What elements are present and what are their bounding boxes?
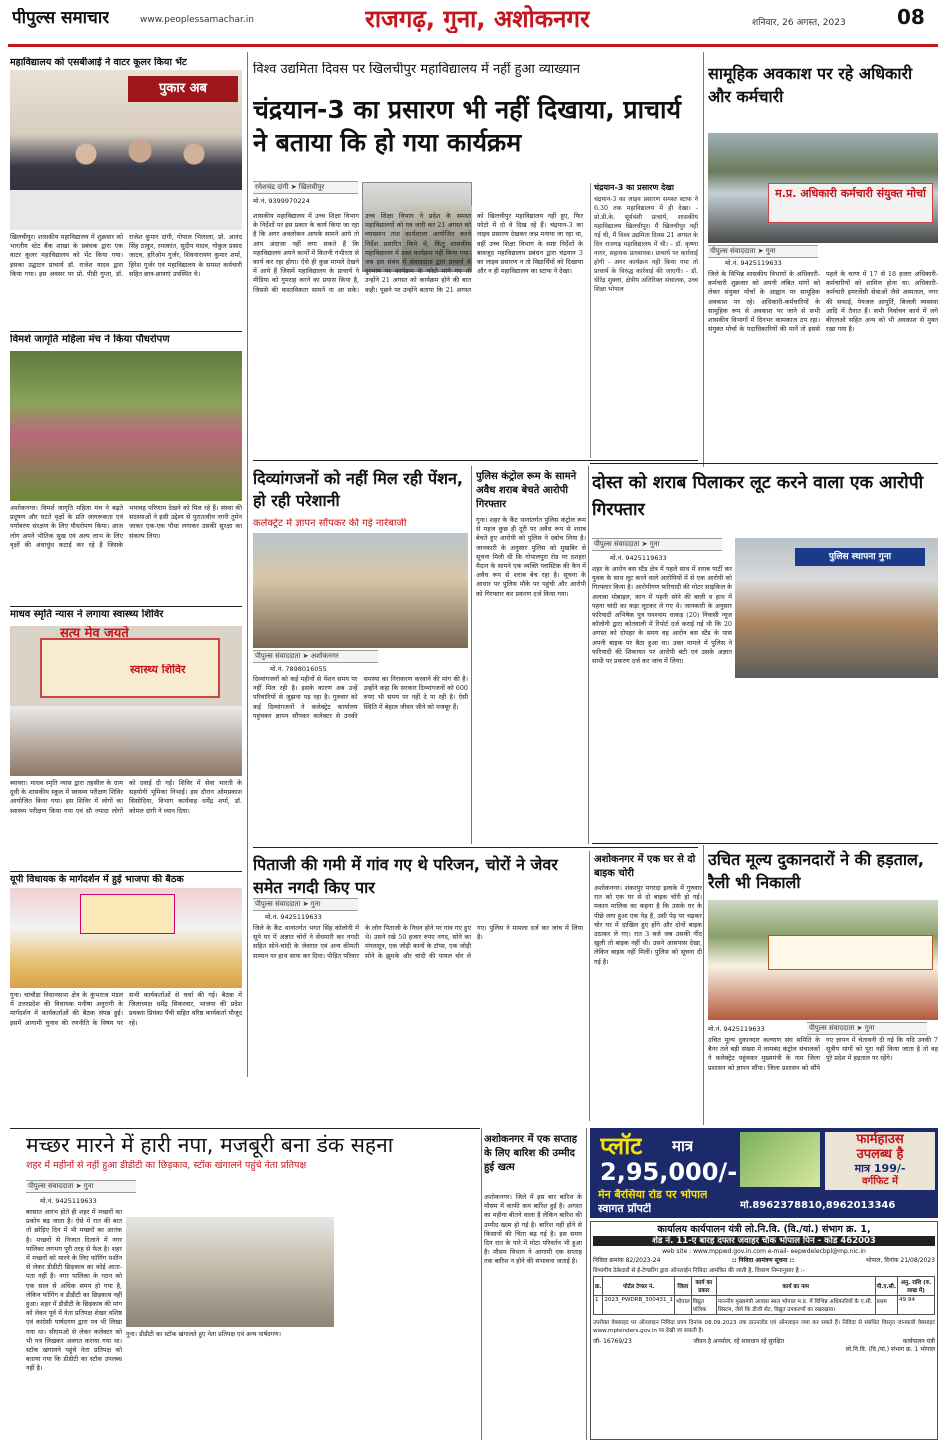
- col3-article1-title: सामूहिक अवकाश पर रहे अधिकारी और कर्मचारी: [708, 64, 913, 107]
- protest-banner: म.प्र. अधिकारी कर्मचारी संयुक्त मोर्चा: [768, 183, 933, 223]
- col1-article2-text: अशोकनगर। विमर्श जागृति महिला मंच ने बढ़ते प्रदूषण और घटते वृक्षों के प्रति जागरूकता एवं पर्यावरण संरक्षण के लिए पौधरोपण किया। आज लोग अपने भौतिक सुख एवं अल्प लाभ के लिए वृक्षों की अंधाधुंध कटाई कर रहे हैं जिसके भयावह परिणाम देखने को मिल रहे हैं। संस्था की सदस्याओं ने इसी उद्देश्य से पुरातत्वीय नगरी तुमेन जाकर एक-एक पौधा लगाकर उसकी सुरक्षा का संकल्प लिया।: [10, 504, 242, 549]
- tender-cell: माननीय मुख्यमंत्री आवास स्थल भोपाल म.प्र. में विभिन्न अधिकारियों के ए.सी. सिस्टम, जैसे कि डीजी सेट, विद्युत उपकरणों का रखरखाव।: [716, 1296, 875, 1315]
- mid-article1-mob: मो.नं. 7898016055: [270, 665, 327, 673]
- bottom-text-right: [340, 1208, 480, 1328]
- person-silhouettes: [50, 130, 230, 190]
- ad-farmhouse-1: फार्महाउस: [856, 1132, 904, 1147]
- tender-notice-title: :: निविदा आमंत्रण सूचना ::: [731, 1257, 795, 1265]
- police-station-photo: [735, 538, 938, 678]
- banner-slogan: सत्य मेव जयते: [60, 626, 129, 641]
- col3-article1-byline: पीपुल्स संवाददाता ➤ गुना: [708, 245, 818, 258]
- col1-article1-title: महाविद्यालय को एसबीआई ने वाटर कूलर किया भेंट: [10, 57, 187, 68]
- bottom-text: बरसात आरंभ होते ही शहर में मच्छरों का प्रकोप बढ़ जाता है। ऐसे में रात की बात तो छोड़िए दिन में भी मच्छरों का आतंक है। मच्छरों से निजात दिलाने में नगर पालिका लगभग पूरी तरह से फेल है। शहर में मच्छरों को मारने के लिए फॉगिंग मशीन से लेकर डीडीटी छिड़काव का कोई आता-पता नहीं है। नगर पालिका के गठन को एक साल से अधिक समय हो गया है, लेकिन फॉगिंग व डीडीटी का छिड़काव नहीं हुआ। शहर में डीडीटी के छिड़काव की मांग को लेकर पूर्व में नेता प्रतिपक्ष शेखर वशिष्ठ एवं कांग्रेसी पार्षदगण द्वारा पत्र भी लिखा गया था। सीएमओ से लेकर कलेक्टर को भी पत्र लिखकर अवगत कराया गया था। स्टॉक खंगालने पहुंचे नेता प्रतिपक्ष को बताया गया कि डीडीटी का स्टॉक उपलब्ध नहीं है।: [26, 1208, 122, 1373]
- bottom-mob: मो.नं. 9425119633: [40, 1197, 97, 1205]
- ad-company: स्वागत प्रॉपर्टी: [598, 1203, 652, 1215]
- col1-article1-text: खिलचीपुर। शासकीय महाविद्यालय में शुक्रवार को भारतीय स्टेट बैंक शाखा के प्रबंधक द्वारा एक वाटर कूलर महाविद्यालय को भेंट किया गया। इसका उद्घाटन प्राचार्य डॉ. राजेश यादव द्वारा किया गया। इस अवसर पर प्रो. पीडी गुप्ता, डॉ. राजेश कुमार दांगी, गोपाल भिलाला, प्रो. आनंद सिंह ठाकुर, रमाकांत, सुदीप यादव, गोकुल प्रसाद जाटव, हरिओम गुर्जर, शिवनारायण कुमार शर्मा, हिरेश गुर्जर एवं महाविद्यालय के समस्त कर्मचारी सहित छात्र-छात्राएं उपस्थित थे।: [10, 233, 242, 278]
- people-row: [10, 706, 242, 776]
- tender-col-header: पोर्टल टेण्डर नं.: [603, 1277, 674, 1296]
- mid-article1-sub: कलेक्ट्रेट में ज्ञापन सौंपकर की गई नारेबाजी: [253, 518, 407, 529]
- mid-article4-text: अशोकनगर। शंकरपुर मगरदा इलाके में गुरुवार रात को एक घर से दो बाइक चोरी हो गई। मकान मालिक का कहना है कि उसके घर के पीछे लगा हुआ एक पेड़ है, उसी पेड़ पर चढ़कर चोर घर में दाखिल हुए होंगे और दोनों बाइक उठाकर ले गए। रात 3 बजे जब उसकी नींद खुली तो बाइक नहीं थी। उसने आसपास देखा, लेकिन बाइक नहीं मिलीं। पुलिस को सूचना दी गई है।: [594, 884, 702, 966]
- issue-date: शनिवार, 26 अगस्त, 2023: [752, 18, 846, 28]
- tender-code: जी- 16769/23: [593, 1338, 632, 1346]
- bottom-byline: पीपुल्स संवाददाता ➤ गुना: [26, 1180, 136, 1193]
- tender-slogan: जीवन है अनमोल, रहें सावधान रहें सुरक्षित: [693, 1338, 785, 1346]
- tender-notice: [590, 1221, 938, 1440]
- mid-article1-byline: पीपुल्स संवाददाता ➤ अशोकनगर: [253, 650, 378, 663]
- protest-photo: [708, 133, 938, 243]
- plot-ad[interactable]: [590, 1128, 938, 1218]
- tender-cell: 49.94: [897, 1296, 934, 1315]
- tender-col-header: जिला: [674, 1277, 691, 1296]
- tender-cell: प्रथम: [875, 1296, 897, 1315]
- mid-article3-title: पिताजी की गमी में गांव गए थे परिजन, चोरों ने जेवर समेत नगदी किए पार: [253, 855, 558, 898]
- col3-article2-mob: मो.नं. 9425119633: [610, 554, 667, 562]
- bottom-subhead: शहर में महीनों से नहीं हुआ डीडीटी का छिड़काव, स्टॉक खंगालने पहुंचे नेता प्रतिपक्ष: [26, 1160, 307, 1171]
- box-title: चंद्रयान-3 का प्रसारण देखा: [594, 183, 674, 192]
- mid-article1-text: दिव्यांगजनों को कई महीनों से पेंशन समय पर नहीं मिल रही है। इसके कारण अब उन्हें परिवारियों से जुझना पड़ रहा है। गुरुवार को कई दिव्यांगजनों ने कलेक्ट्रेट कार्यालय पहुंचकर ज्ञापन सौंपकर कलेक्टर से उनकी समस्या का निराकरण करवाने की मांग की है। उन्होंने कहा कि सरकार दिव्यांगजनों को 600 रुपए भी समय पर नहीं दे पा रही है। ऐसी स्थिति में बेहाल जीवन जीने को मजबूर हैं।: [253, 675, 468, 720]
- tender-cell: 2023_PWDRB_300431_1: [603, 1296, 674, 1315]
- tender-signature-office: लो.नि.वि. (वि./यां.) संभाग क्र. 1 भोपाल: [845, 1346, 935, 1354]
- section-title: राजगढ़, गुना, अशोकनगर: [365, 5, 590, 33]
- tender-ref: निविदा क्रमांक 82/2023-24: [593, 1257, 661, 1265]
- col3-article1-text: जिले के विभिन्न शासकीय विभागों के अधिकारी-कर्मचारी शुक्रवार को अपनी लंबित मांगों को लेकर संयुक्त मोर्चा के आह्वान पर सामूहिक अवकाश पर रहे। अधिकारी-कर्मचारियों के सामूहिक रूप से अवकाश पर जाने से सभी शासकीय विभागों में दिनभर कामकाज ठप रहा। संयुक्त मोर्चा के पदाधिकारियों की मानें तो इससे पहले के चरण में 17 से 18 हजार अधिकारी-कर्मचारियों को शामिल होना था। अधिकारी-कर्मचारी इमरजेंसी सेवाओं जैसे अस्पताल, नगर की सफाई, पेयजल आपूर्ति, बिजली व्यवस्था आदि में तैनात हैं। सभी निर्वाचन कार्य में लगे बीएलओ सहित अन्य को भी अवकाश से मुक्त रखा गया है।: [708, 270, 938, 334]
- col3-article2-byline: पीपुल्स संवाददाता ➤ गुना: [592, 538, 722, 551]
- main-byline: रमेशचंद्र दांगी ➤ खिलचीपुर: [253, 181, 358, 194]
- health-camp-photo: [10, 626, 242, 776]
- banner-title: स्वास्थ्य शिविर: [130, 664, 186, 676]
- col3-article1-mob: मो.नं. 9425119633: [725, 259, 782, 267]
- masthead: [0, 0, 945, 44]
- tender-table: [593, 1276, 935, 1315]
- main-text: शासकीय महाविद्यालय में उच्च शिक्षा विभाग के निर्देशों पर इस प्रकार के कार्य किया जा रहा है कि अगर अवलोकन आपके सामने आये तो आप अंदाजा नहीं लगा सकते हैं कि महाविद्यालय अपने कार्यों में कितनी गंभीरता से कार्य कर रहा होगा। ऐसे ही कुछ मामले देखने में आये हैं जिसमें महाविद्यालय के प्राचार्य ने मीडिया को गुमराह करने का प्रयास किया है, जिससे की वास्तविकता सामने ना आ सके। उच्च शिक्षा विभाग ने प्रदेश के समस्त महाविद्यालयों को पत्र जारी कर 21 अगस्त को व्याख्यान तथा कार्यशाला आयोजित करने निर्देश प्रसारित किये थे, किंतु शासकीय महाविद्यालय में उक्त कार्यक्रम नहीं किया गया। जब इस संबंध में संवाददाता द्वारा प्राचार्य से दूरभाष पर कार्यक्रम के फोटो मांगे गए तो उन्होंने 21 अगस्त को कार्यक्रम होने की बात कही। पूछने पर उन्होंने बताया कि 21 अगस्त को खिलचीपुर महाविद्यालय नहीं हुए, फिर फोटो में दो वे दिख रहे हैं। चंद्रयान-3 का लाइव प्रसारण देखकर जश्न मनाया जा रहा था, वहीं उच्च शिक्षा विभाग के स्पष्ट निर्देशों के बावजूद महाविद्यालय प्रबंधन द्वारा चंद्रयान 3 का लाइव प्रसारण न तो विद्यार्थियों को दिखाया और न ही महाविद्यालय का स्टाफ ने देखा।: [253, 212, 583, 294]
- banner-text: पुकार अब: [128, 76, 238, 102]
- mid-article3-byline: पीपुल्स संवाददाता ➤ गुना: [253, 898, 358, 911]
- mid-article5-title: अशोकनगर में एक सप्ताह के लिए बारिश की उम्मीद हुई खत्म: [484, 1134, 578, 1173]
- col1-article3-title: माधव स्मृति न्यास ने लगाया स्वास्थ्य शिविर: [10, 609, 164, 620]
- bjp-meeting-photo: [10, 888, 242, 988]
- tender-col-header: अनु. राशि (रु. लाख में): [897, 1277, 934, 1296]
- mid-article1-title: दिव्यांगजनों को नहीं मिल रही पेंशन, हो रही परेशानी: [253, 469, 463, 511]
- tender-col-header: क्र.: [594, 1277, 603, 1296]
- tender-cell: विद्युत यांत्रिक: [691, 1296, 716, 1315]
- ad-farmhouse-box: [825, 1132, 935, 1190]
- plantation-photo: [10, 351, 242, 501]
- station-sign: पुलिस स्थापना गुना: [795, 548, 925, 566]
- tender-col-header: कार्य का नाम: [716, 1277, 875, 1296]
- photo-caption: गुना। डीडीटी का स्टॉक खंगालते हुए नेता प्रतिपक्ष एवं अन्य पार्षदगण।: [126, 1331, 282, 1338]
- main-kicker: विश्व उद्यमिता दिवस पर खिलचीपुर महाविद्यालय में नहीं हुआ व्याख्यान: [253, 62, 580, 77]
- col3-article2-text: शहर के आरोन बस स्टैंड क्षेत्र में पहले साथ में शराब पार्टी कर युवक के साथ लूट करने वाले आरोपियों में से एक आरोपी को गिरफ्तार किया है। आरोपीगण फरियादी की मोटर साइकिल के अलावा मोबाइल, कान में पहनी सोने की बाली व हाथ में पहना चांदी का कड़ा लूटकर ले गए थे। जानकारी के अनुसार फरियादी अभिषेक पुत्र घनश्याम धाकड़ (20) निवासी न्यूज कॉलोनी द्वारा कोतवाली में रिपोर्ट दर्ज कराई गई थी कि 20 अगस्त को दोपहर के समय वह आरोन बस स्टैंड के पास अपनी बाइक पर बैठा हुआ था। उक्त मामले में पुलिस ने फरियादी की शिकायत पर आरोपी बंटी एवं उसके अज्ञात साथी पर प्रकरण दर्ज कर जांच में लिया।: [592, 565, 732, 666]
- press-conference-photo: [10, 70, 242, 230]
- box-text: चंद्रयान-3 का लाइव प्रसारण समस्त स्टाफ ने 6.30 तक महाविद्यालय में ही देखा। - प्रो.डी.के. सूर्यवंशी प्राचार्य, शासकीय महाविद्यालय खिलचीपुर। मैं खिलचीपुर नहीं गई थी, मैं विश्व उद्यमिता दिवस 21 अगस्त के दिन राजगढ़ महाविद्यालय में थी। - डॉ. कृष्णा नागर, सहायक प्राध्यापक। प्राचार्य पर कार्रवाई होगी - अगर कार्यक्रम नहीं किया गया तो प्राचार्य के विरुद्ध कार्रवाई की जाएगी। - डॉ. धीरेंद्र शुक्ला, क्षेत्रीय अतिरिक्त संचालक, उच्च शिक्षा भोपाल: [594, 196, 698, 294]
- col1-article4-title: यूपी विधायक के मार्गदर्शन में हुई भाजपा की बैठक: [10, 874, 184, 885]
- ad-farmhouse-2: उपलब्ध है: [856, 1147, 904, 1163]
- bottom-headline: मच्छर मारने में हारी नपा, मजबूरी बना डंक सहना: [26, 1133, 394, 1157]
- mid-article2-text: गुना। शहर के कैंट थानांतर्गत पुलिस कंट्रोल रूम से महज कुछ ही दूरी पर अवैध रूप से शराब बेचते हुए आरोपी को पुलिस ने दबोच लिया है। जानकारी के अनुसार पुलिस को मुखबिर से सूचना मिली थी कि गोपालपुरा रोड पर दशहरा मैदान के सामने एक व्यक्ति प्लास्टिक की कैन में अवैध रूप से शराब बेच रहा है। सूचना के आधार पर पुलिस मौके पर पहुंची और आरोपी को गिरफ्तार कर प्रकरण दर्ज किया गया।: [476, 516, 586, 598]
- tender-head2: शेड नं. 11-ए बारह दफ्तर जवाहर चौक भोपाल पिन - कोड 462003: [593, 1236, 935, 1246]
- col3-article3-byline: पीपुल्स संवाददाता ➤ गुना: [807, 1022, 927, 1035]
- rally-banner: [768, 935, 933, 970]
- col3-article2-text-cont: [735, 681, 938, 835]
- ad-plot-word: प्लॉट: [600, 1132, 643, 1160]
- tender-intro: विभागीय ठेकेदारों से ई-टेण्डरिंग द्वारा ऑनलाईन निविदा आमंत्रित की जाती है, विवरण निम्नानुसार है :-: [593, 1268, 805, 1275]
- tender-cell: 1: [594, 1296, 603, 1315]
- disabled-people-photo: [253, 533, 468, 648]
- col1-article4-text: गुना। चांचौड़ा विधानसभा क्षेत्र के कुंभराज मंडल में उत्तरप्रदेश की विधायक मनीषा अनुरागी के मार्गदर्शन में कार्यकर्ताओं की बैठक संपन्न हुई। इसमें आगामी चुनाव की रणनीति के विषय पर सभी कार्यकर्ताओं से चर्चा की गई। बैठक में जिलाध्यक्ष धर्मेंद्र सिकरवार, भाजपा की प्रदेश प्रवक्ता प्रियंका पैंची सहित वरिष्ठ कार्यकर्ता मौजूद रहे।: [10, 991, 242, 1027]
- mid-article4-title: अशोकनगर में एक घर से दो बाइक चोरी: [594, 854, 696, 879]
- col3-article3-text: उचित मूल्य दुकानदार कल्याण संघ समिति के बैनर तले बड़ी संख्या में लामबंद कंट्रोल संचालकों ने कलेक्ट्रेट पहुंचकर मुख्यमंत्री के नाम जिला प्रशासन को ज्ञापन सौंपा। जिला प्रशासन को सौंपे गए ज्ञापन में चेतावनी दी गई कि यदि उनकी 7 सूत्रीय मांगों को पूरा नहीं किया जाता है तो वह पूरे प्रदेश में हड़ताल पर रहेंगे।: [708, 1036, 938, 1072]
- tender-head1: कार्यालय कार्यपालन यंत्री लो.नि.वि. (वि./यां.) संभाग क्र. 1,: [657, 1224, 871, 1235]
- ad-map: [740, 1132, 820, 1187]
- ad-matra: मात्र: [672, 1138, 694, 1155]
- ad-farmhouse-4: वर्गफिट में: [862, 1175, 898, 1187]
- page-number: 08: [897, 6, 925, 29]
- ad-road: मेन बैरसिया रोड पर भोपाल: [598, 1189, 708, 1201]
- col3-article3-title: उचित मूल्य दुकानदारों ने की हड़ताल, रैली भी निकाली: [708, 850, 924, 893]
- stage-banner: [80, 894, 175, 934]
- mid-article5-text: अशोकनगर। जिले में इस बार बारिश के मौसम में काफी कम बारिश हुई है। अगस्त का महीना बीतने वाला है लेकिन बारिश की उम्मीद खत्म हो गई है। बारिश नहीं होने से किसानों की चिंता बढ़ गई है। इस समय दिन रात के पारे में मोटा परिवर्तन भी हुआ है। मौसम विभाग ने आगामी एक सप्ताह तक बारिश न होने की संभावना जताई है।: [484, 1193, 582, 1266]
- col1-article2-title: विमर्श जागृति महिला मंच ने किया पौधरोपण: [10, 334, 170, 345]
- microphones: [10, 190, 242, 230]
- chandrayaan-box: [590, 183, 698, 458]
- col3-article3-mob: मो.नं. 9425119633: [708, 1025, 765, 1033]
- tender-signature: कार्यपालन यंत्री: [902, 1338, 935, 1346]
- mid-article2-title: पुलिस कंट्रोल रूम के सामने अवैध शराब बेचते आरोपी गिरफ्तार: [476, 471, 577, 510]
- tender-date: भोपाल, दिनांक 21/08/2023: [865, 1257, 935, 1265]
- tender-col-header: कार्य का प्रकार: [691, 1277, 716, 1296]
- ddt-stock-photo: [126, 1217, 334, 1327]
- ad-farmhouse-3: मात्र 199/-: [854, 1161, 906, 1175]
- tender-foot: उपरोक्त वेबसाइट पर ऑनलाइन निविदा प्रपत्र दिनांक 08.09.2023 तक डाउनलोड एवं ऑनलाइन जमा कर सकते हैं। निविदा से संबंधित विस्तृत जानकारी वेबसाइट www.mptenders.gov.in पर देखी जा सकती है।: [593, 1320, 935, 1335]
- masthead-divider: [8, 44, 938, 47]
- rally-photo: [708, 900, 938, 1020]
- ad-phone[interactable]: मो.8962378810,8962013346: [740, 1200, 896, 1211]
- mid-article3-text: जिले के कैंट थानांतर्गत भगत सिंह कॉलोनी में सूने घर में अज्ञात चोरों ने सेंधमारी कर नगदी सहित सोने-चांदी के जेवरात एवं अन्य कीमती सामान पर हाथ साफ कर दिया। पीड़ित परिवार के लोग पिताजी के निधन होने पर गांव गए हुए थे। उसने रखे 50 हजार रुपए नगद, सोने का मंगलसूत्र, एक जोड़ी कानों के टॉप्स, एक जोड़ी सोने के झुमके और चांदी की पायल चोर ले गए। पुलिस ने मामला दर्ज कर जांच में लिया है।: [253, 924, 583, 960]
- main-headline: चंद्रयान-3 का प्रसारण भी नहीं दिखाया, प्राचार्य ने बताया कि हो गया कार्यक्रम: [253, 95, 681, 157]
- ad-price: 2,95,000/-: [600, 1158, 738, 1186]
- tender-col-header: पी.ए.सी.: [875, 1277, 897, 1296]
- tender-cell: भोपाल: [674, 1296, 691, 1315]
- col3-article2-title: दोस्त को शराब पिलाकर लूट करने वाला एक आरोपी गिरफ्तार: [592, 473, 924, 521]
- main-mob: मो.नं. 9399970224: [253, 197, 310, 205]
- col1-article3-text: ब्यावरा। माधव स्मृति न्यास द्वारा तहसील के ग्राम दूधी के शासकीय स्कूल में स्वास्थ्य परीक्षण शिविर आयोजित किया गया। इस शिविर में लोगों का स्वास्थ्य परीक्षण किया गया एवं सौ ज्यादा लोगों को दवाई दी गईं। शिविर में सेवा भारती के सहयोगी भूमिका निभाई। इस दौरान ओमप्रकाश सिसोदिया, विभाग कार्यवाह धर्मेंद्र शर्मा, डॉ. कोमल दांगी ने ध्यान दिया।: [10, 779, 242, 815]
- mid-article3-mob: मो.नं. 9425119633: [265, 913, 322, 921]
- masthead-logo: पीपुल्स समाचार: [12, 8, 110, 28]
- masthead-url[interactable]: www.peoplessamachar.in: [140, 15, 254, 25]
- tender-web[interactable]: web site : www.mppwd.gov.in.com e-mail- eepwdelecbpl@mp.nic.in: [662, 1248, 866, 1256]
